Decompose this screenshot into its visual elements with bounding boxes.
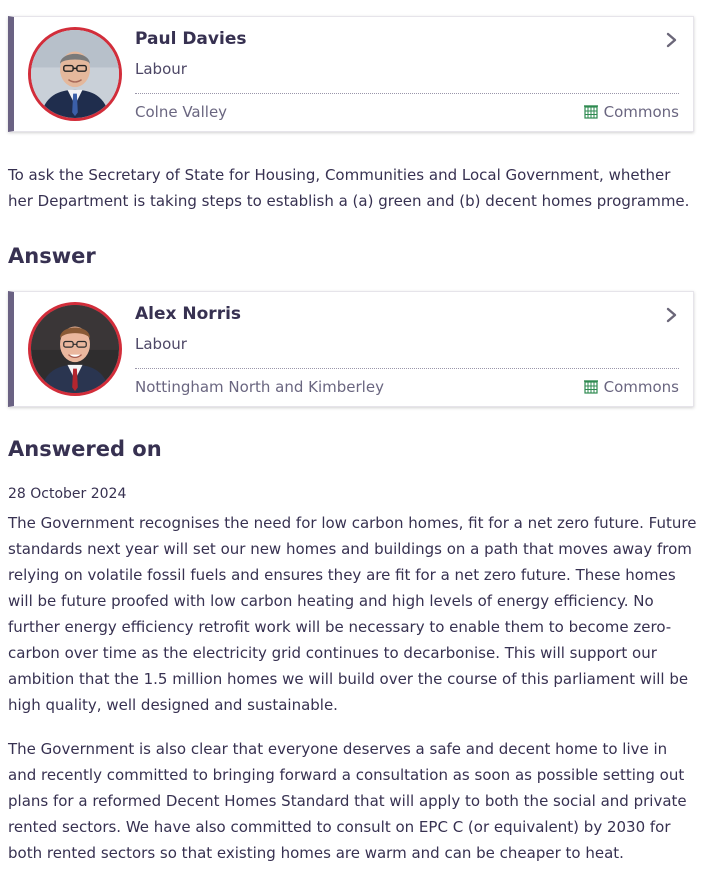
chevron-right-icon[interactable] <box>665 304 679 326</box>
answered-on-heading: Answered on <box>8 437 162 461</box>
portcullis-icon <box>584 380 598 394</box>
answerer-house <box>584 378 679 396</box>
answer-paragraph: The Government recognises the need for low carbon homes, fit for a net zero future. Future standards next year will set our new homes and buildings on a path that moves away from relying on volatile fossil fuels and ensures they are fit for a net zero future. These homes will be future proofed with low carbon heating and high levels of energy efficiency. No further energy efficiency retrofit work will be necessary to enable them to become zero-carbon over time as the electricity grid continues to decarbonise. This will support our ambition that the 1.5 million homes we will build over the course of this parliament will be high quality, well designed and sustainable. <box>8 514 697 714</box>
asker-house-label: Commons <box>603 103 679 121</box>
answerer-avatar <box>28 302 122 396</box>
answerer-party: Labour <box>135 335 187 353</box>
answerer-house-label: Commons <box>603 378 679 396</box>
chevron-right-icon[interactable] <box>665 29 679 51</box>
asker-avatar <box>28 27 122 121</box>
answer-paragraph: The Government is also clear that everyone deserves a safe and decent home to live in and recently committed to bringing forward a consultation as soon as possible setting out plans for a reformed Decent Homes Standard that will apply to both the social and private rented sectors. We have also committed to consult on EPC C (or equivalent) by 2030 for both rented sectors so that existing homes are warm and can be cheaper to heat. <box>8 740 687 862</box>
asker-member-card[interactable] <box>8 16 694 132</box>
asker-house <box>584 103 679 121</box>
answerer-member-card[interactable] <box>8 291 694 407</box>
answer-body <box>8 510 700 866</box>
portcullis-icon <box>584 105 598 119</box>
question-text: To ask the Secretary of State for Housing, Communities and Local Government, whether her Department is taking steps to establish a (a) green and (b) decent homes programme. <box>8 166 690 210</box>
answer-date: 28 October 2024 <box>8 486 127 502</box>
card-divider <box>135 93 679 94</box>
answerer-constituency: Nottingham North and Kimberley <box>135 378 384 396</box>
asker-name: Paul Davies <box>135 29 247 49</box>
answer-heading: Answer <box>8 244 96 268</box>
answerer-name: Alex Norris <box>135 304 242 324</box>
asker-party: Labour <box>135 60 187 78</box>
card-divider <box>135 368 679 369</box>
asker-constituency: Colne Valley <box>135 103 228 121</box>
